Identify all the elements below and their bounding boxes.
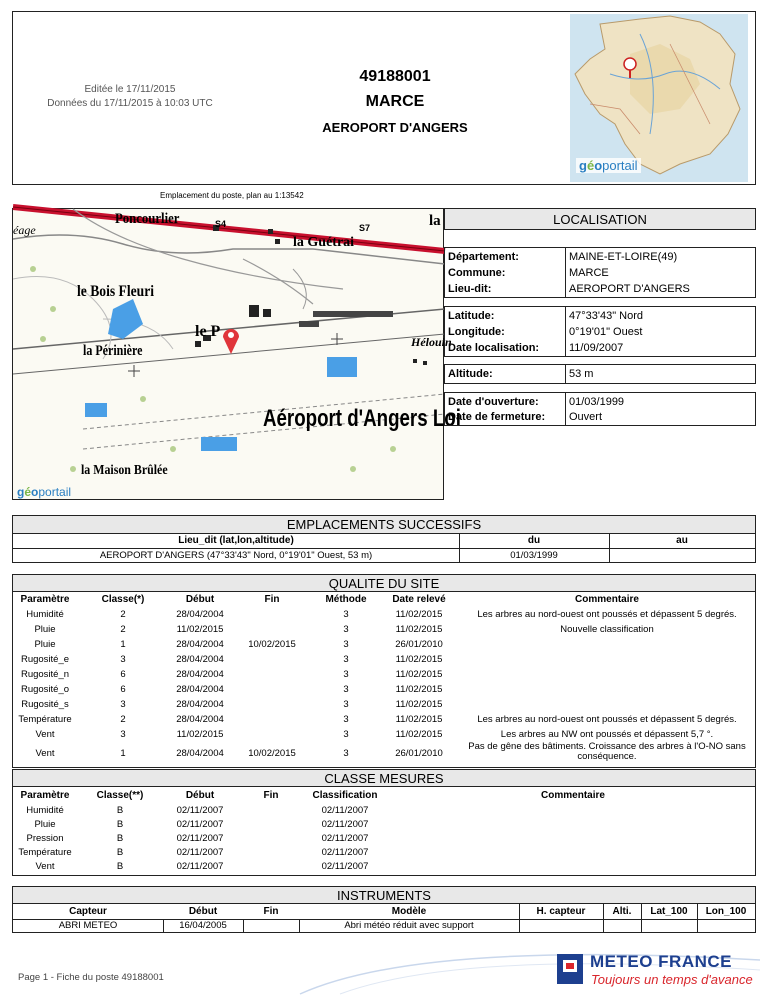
table-row: Humidité 2 28/04/2004 3 11/02/2015 Les arbres au nord-ouest ont poussés et dépassent 5 degrés. bbox=[26, 609, 737, 620]
location-marker-icon bbox=[624, 58, 636, 70]
qualite-table: Paramètre Classe(*) Début Fin Méthode Date relevé Commentaire Humidité 2 28/04/2004 3 11/02/2015 Les arbres au nord-ouest ont poussés et dépassent 5 degrés. Pluie 2 11/02/2015 3 11/02/2015 Nouvelle classification Pluie 1 28/04/2004 10/02/2015 3 26/01/2010 Rugosité_e 3 28/04/2004 3 11/02/2015 Rugosité_n 6 28/04/2004 3 11/02/2015 Rugosité_o 6 28/04/2004 3 11/02/2015 Rugosité_s 3 28/04/2004 3 11/02/2015 Température 2 28/04/2004 3 11/02/2015 Les arbres au nord-ouest ont poussés et dépassent 5 degrés. Vent 3 11/02/2015 3 11/02/2015 Les arbres au NW ont poussés et dépassent 5,7 °. Vent 1 28/04/2004 10/02/2015 3 26/01/2010 Pas de gêne des bâtiments. Croissance des arbres à l'O-NO sans conséquence. bbox=[12, 591, 756, 768]
table-row: Rugosité_e 3 28/04/2004 3 11/02/2015 bbox=[20, 654, 443, 665]
table-row: Pluie 1 28/04/2004 10/02/2015 3 26/01/2010 bbox=[34, 639, 443, 650]
emplacements-table: Lieu_dit (lat,lon,altitude) du au AEROPORT D'ANGERS (47°33'43" Nord, 0°19'01" Ouest, 53 m) 01/03/1999 bbox=[12, 533, 756, 563]
table-row: Pluie B 02/11/2007 02/11/2007 bbox=[34, 819, 369, 830]
instruments-title: INSTRUMENTS bbox=[12, 886, 756, 904]
table-row: Vent 3 11/02/2015 3 11/02/2015 Les arbres au NW ont poussés et dépassent 5,7 °. bbox=[35, 729, 714, 740]
table-row: Température 2 28/04/2004 3 11/02/2015 Les arbres au nord-ouest ont poussés et dépassent 5 degrés. bbox=[18, 714, 737, 725]
localisation-group-coords: Latitude: 47°33'43" Nord Longitude: 0°19'01" Ouest Date localisation: 11/09/2007 bbox=[444, 306, 756, 357]
station-id: 49188001 bbox=[359, 68, 431, 85]
map-label-maison-brulee: la Maison Brûlée bbox=[81, 463, 168, 478]
map-label-la-guetrai: la Guétrai bbox=[293, 235, 355, 250]
localisation-group-dates: Date d'ouverture: 01/03/1999 Date de fermeture: Ouvert bbox=[444, 392, 756, 426]
table-row: Rugosité_s 3 28/04/2004 3 11/02/2015 bbox=[21, 699, 443, 710]
brand-name: METEO FRANCE bbox=[590, 952, 732, 971]
geoportail-logo-map: géoportail bbox=[17, 485, 72, 499]
data-date: Données du 17/11/2015 à 10:03 UTC bbox=[47, 98, 213, 109]
france-overview-map bbox=[570, 14, 748, 182]
table-row: Rugosité_o 6 28/04/2004 3 11/02/2015 bbox=[20, 684, 443, 695]
instruments-table: Capteur Début Fin Modèle H. capteur Alti. Lat_100 Lon_100 ABRI METEO 16/04/2005 Abri météo réduit avec support bbox=[12, 903, 756, 933]
col-au: au bbox=[676, 535, 688, 546]
table-row: AEROPORT D'ANGERS (47°33'43" Nord, 0°19'01" Ouest, 53 m) bbox=[99, 550, 373, 561]
col-du: du bbox=[527, 535, 541, 546]
localisation-group-altitude: Altitude: 53 m bbox=[444, 364, 756, 384]
detail-map bbox=[12, 208, 461, 500]
table-row: ABRI METEO 16/04/2005 Abri météo réduit avec support bbox=[58, 920, 474, 931]
edit-date: Editée le 17/11/2015 bbox=[84, 84, 176, 95]
map-label-le-p: le P bbox=[195, 323, 221, 340]
map-label-s7: S7 bbox=[359, 223, 371, 233]
station-name: AEROPORT D'ANGERS bbox=[322, 120, 468, 135]
table-row: Vent 1 28/04/2004 10/02/2015 3 26/01/2010 Pas de gêne des bâtiments. Croissance des arbres à l'O-NO sans conséquence. bbox=[35, 741, 746, 762]
map-label-bois-fleuri: le Bois Fleuri bbox=[77, 283, 155, 300]
map-label-aeroport: Aéroport d'Angers Loi bbox=[263, 405, 461, 432]
table-row: Humidité B 02/11/2007 02/11/2007 bbox=[26, 805, 369, 816]
qualite-title: QUALITE DU SITE bbox=[12, 574, 756, 592]
page-footer: Page 1 - Fiche du poste 49188001 bbox=[18, 972, 164, 983]
classe-mesures-table: Paramètre Classe(**) Début Fin Classification Commentaire Humidité B 02/11/2007 02/11/2007 Pluie B 02/11/2007 02/11/2007 Pression B 02/11/2007 02/11/2007 Température B 02/11/2007 02/11/2007 Vent B 02/11/2007 02/11/2007 bbox=[12, 786, 756, 876]
localisation-group-admin: Département: MAINE-ET-LOIRE(49) Commune: MARCE Lieu-dit: AEROPORT D'ANGERS bbox=[444, 247, 756, 298]
geoportail-logo: géoportail bbox=[576, 158, 641, 173]
brand-tagline: Toujours un temps d'avance bbox=[591, 972, 753, 987]
map-label-peage: éage bbox=[13, 223, 36, 237]
table-row: Vent B 02/11/2007 02/11/2007 bbox=[35, 861, 369, 872]
classe-mesures-title: CLASSE MESURES bbox=[12, 769, 756, 787]
map-label-s4: S4 bbox=[215, 219, 227, 229]
map-label-la: la bbox=[429, 213, 441, 229]
localisation-title: LOCALISATION bbox=[444, 208, 756, 230]
station-marker-icon bbox=[221, 325, 241, 360]
table-row: Pluie 2 11/02/2015 3 11/02/2015 Nouvelle classification bbox=[34, 624, 654, 635]
meteo-france-logo bbox=[557, 954, 583, 984]
table-row: Température B 02/11/2007 02/11/2007 bbox=[18, 847, 369, 858]
map-label-la-periniere: la Périnière bbox=[83, 343, 143, 359]
table-row: Rugosité_n 6 28/04/2004 3 11/02/2015 bbox=[20, 669, 443, 680]
table-row: Pression B 02/11/2007 02/11/2007 bbox=[26, 833, 369, 844]
map-label-helouin: Hélouin bbox=[411, 335, 452, 349]
station-commune: MARCE bbox=[365, 93, 425, 110]
emplacements-title: EMPLACEMENTS SUCCESSIFS bbox=[12, 515, 756, 534]
map-caption: Emplacement du poste, plan au 1:13542 bbox=[160, 191, 304, 200]
col-lieu-dit: Lieu_dit (lat,lon,altitude) bbox=[178, 535, 294, 546]
map-label-poncourlier: Poncourlier bbox=[115, 211, 180, 227]
